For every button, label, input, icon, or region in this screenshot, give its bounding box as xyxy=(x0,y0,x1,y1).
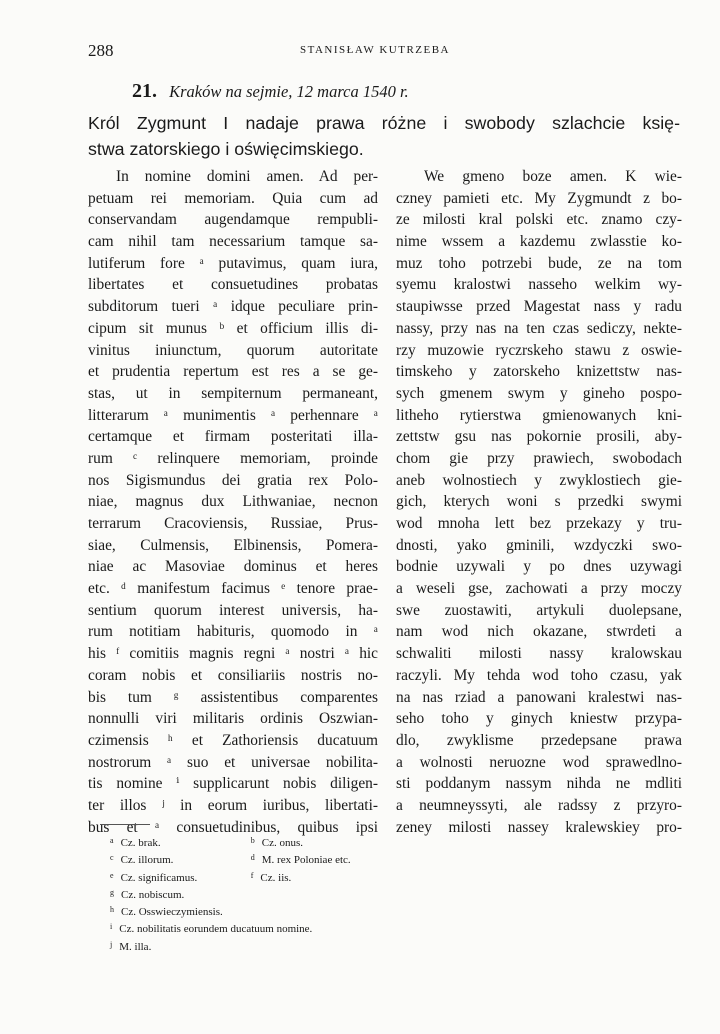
text-line: nime wssem a kazdemu zwlasstie ko- xyxy=(396,233,682,251)
text-line: czimensis ʰ et Zathoriensis ducatuum xyxy=(88,731,378,749)
footnote-mark: e xyxy=(110,870,114,880)
text-line: conservandam augendamque rempubli- xyxy=(88,211,378,229)
text-line: bis tum ᵍ assistentibus comparentes xyxy=(88,688,378,706)
text-line: bus et ᵃ consuetudinibus, quibus ipsi xyxy=(88,818,378,836)
document-summary xyxy=(88,110,680,162)
text-line: zeney milosti nassey kralewskiey pro- xyxy=(396,818,682,836)
text-line: tis nomine ⁱ supplicarunt nobis diligen- xyxy=(88,775,378,793)
footnote-text: Cz. illorum. xyxy=(120,854,174,867)
text-line: lutiferum fore ᵃ putavimus, quam iura, xyxy=(88,254,378,272)
footnote-mark: d xyxy=(250,853,255,863)
footnote-row xyxy=(110,901,389,918)
text-line: ze milosti kral polski etc. znamo czy- xyxy=(396,211,682,229)
text-line: dlo, zwyklisme przedepsane prawa xyxy=(396,731,682,749)
text-line: etc. ᵈ manifestum facimus ᵉ tenore prae- xyxy=(88,580,378,598)
footnote-text: Cz. brak. xyxy=(120,837,161,849)
text-line: na nas rziad a panowani kralestwi nas- xyxy=(396,688,682,706)
footnote-mark: g xyxy=(110,887,114,897)
text-line: stas, ut in sempiternum permaneant, xyxy=(88,384,378,402)
text-line: raczyli. My tehda wod toho czasu, yak xyxy=(396,666,682,684)
footnote-text: Cz. nobiscum. xyxy=(121,888,185,901)
footnote-text: Cz. onus. xyxy=(261,837,303,849)
polish-text-column xyxy=(396,166,682,838)
text-line: swe zuostawiti, artykuli duolepsane, xyxy=(396,601,682,619)
document-heading xyxy=(132,80,409,103)
footnote-row xyxy=(110,918,389,935)
footnote-mark: f xyxy=(250,870,254,880)
text-line: czney pamieti etc. My Zygmundt z bo- xyxy=(396,189,682,207)
footnote-mark: a xyxy=(110,836,114,845)
text-line: cam nihil tam necessarium tamque sa- xyxy=(88,233,378,251)
text-line: subditorum tueri ᵃ idque peculiare prin- xyxy=(88,298,378,316)
footnote xyxy=(251,867,389,887)
text-line: chom gie przy prawiech, swobodach xyxy=(396,449,682,467)
footnote-text: M. illa. xyxy=(119,940,152,953)
text-line: staupiwsse przed Magestat nass y radu xyxy=(396,298,682,316)
footnote-row xyxy=(110,867,389,884)
text-line: gich, kterych woni s przedki swymi xyxy=(396,493,682,511)
text-line: ter illos ʲ in eorum iuribus, libertati- xyxy=(88,796,378,814)
text-line: litheho rytierstwa gmienowanych kni- xyxy=(396,406,682,424)
text-line: bodnie uzywali y po dnes uzywagi xyxy=(396,558,682,576)
footnote-mark: c xyxy=(110,853,114,863)
running-head: STANISŁAW KUTRZEBA xyxy=(300,44,451,56)
footnote-text: Cz. iis. xyxy=(260,871,292,884)
text-line: et prudentia repertum est res a se ge- xyxy=(88,363,378,381)
footnote-rule xyxy=(100,824,150,825)
text-line: siae, Culmensis, Elbinensis, Pomera- xyxy=(88,536,378,554)
text-line: a weseli gse, zachowati a przy moczy xyxy=(396,580,682,598)
summary-line: stwa zatorskiego i oświęcimskiego. xyxy=(88,139,364,159)
text-line: We gmeno boze amen. K wie- xyxy=(424,168,682,185)
text-line: rum notitiam habituris, quomodo in ᵃ xyxy=(88,623,378,641)
text-line: his ᶠ comitiis magnis regni ᵃ nostri ᵃ hic xyxy=(88,645,378,663)
text-line: syemu kralostwi nasseho welkim wy- xyxy=(396,276,682,294)
text-line: sentium quorum interest universis, ha- xyxy=(88,601,378,619)
text-line: nostrorum ᵃ suo et universae nobilita- xyxy=(88,753,378,771)
text-line: aneb wolnostiech y zwyklostiech gie- xyxy=(396,471,682,489)
text-line: rzy muzowie ryczrskeho stawu z oswie- xyxy=(396,341,682,359)
page-number: 288 xyxy=(88,41,114,60)
text-line: certamque et firmam posteritati illa- xyxy=(88,428,378,446)
footnote-text: Cz. Osswieczymiensis. xyxy=(121,906,223,919)
text-line: nam wod nich okazane, stwrdeti a xyxy=(396,623,682,641)
text-line: libertates et consuetudines probatas xyxy=(88,276,378,294)
text-line: litterarum ᵃ munimentis ᵃ perhennare ᵃ xyxy=(88,406,378,424)
text-line: a neumneyssyti, ale radssy z przyro- xyxy=(396,796,682,814)
text-line: nonnulli viri militaris ordinis Oszwian- xyxy=(88,710,378,728)
text-line: coram nobis et consiliariis nostris no- xyxy=(88,666,378,684)
footnotes xyxy=(110,832,389,953)
text-line: zettstw gsu nas pokornie prosili, aby- xyxy=(396,428,682,446)
footnote-row xyxy=(110,849,389,866)
footnote-text: Cz. nobilitatis eorundem ducatuum nomine. xyxy=(119,923,313,936)
text-line: schwaliti milosti nassy kralowskau xyxy=(396,645,682,663)
footnote-mark: h xyxy=(110,905,114,915)
text-line: petuam rei memoriam. Quia cum ad xyxy=(88,189,378,207)
text-line: sti poddanym nassym nihda ne mdliti xyxy=(396,775,682,793)
document-number: 21. xyxy=(132,80,157,102)
text-line: In nomine domini amen. Ad per- xyxy=(116,168,378,185)
text-line: a wolnosti neruozne wod sprawedlno- xyxy=(396,753,682,771)
text-line: dnosti, yako gminili, wzdyczki swo- xyxy=(396,536,682,554)
text-line: terrarum Cracoviensis, Russiae, Prus- xyxy=(88,515,378,532)
text-line: niae ac Masoviae dominus et heres xyxy=(88,558,378,576)
text-line: rum ᶜ relinquere memoriam, proinde xyxy=(88,449,378,467)
summary-line: Król Zygmunt I nadaje prawa różne i swobody szlachcie księ- xyxy=(88,113,680,133)
text-line: niae, magnus dux Lithwaniae, necnon xyxy=(88,493,378,511)
footnote-text: M. rex Poloniae etc. xyxy=(261,854,351,867)
document-date-place: Kraków na sejmie, 12 marca 1540 r. xyxy=(169,82,409,101)
latin-text-column xyxy=(88,166,378,838)
footnote xyxy=(110,936,248,956)
footnote-mark: b xyxy=(250,836,255,845)
text-line: muz toho potrzebi bude, ze na tom xyxy=(396,254,682,272)
text-line: sych gmenem swym y gineho pospo- xyxy=(396,384,682,402)
text-line: nassy, przy nas na ten czas sediczy, nekte- xyxy=(396,319,682,337)
text-line: vinitus iniunctum, quorum autoritate xyxy=(88,341,378,359)
text-line: wod mnoha lett bez przekazy y tru- xyxy=(396,515,682,532)
text-line: seho toho y ginych kniestw przypa- xyxy=(396,710,682,728)
footnote-row xyxy=(110,832,389,849)
footnote-mark: j xyxy=(110,939,113,949)
footnote-text: Cz. significamus. xyxy=(120,871,198,884)
text-line: timskeho y zatorskeho knizettstw nas- xyxy=(396,363,682,381)
footnote-mark: i xyxy=(110,922,113,932)
text-line: nos Sigismundus dei gratia rex Polo- xyxy=(88,471,378,489)
text-line: cipum sit munus ᵇ et officium illis di- xyxy=(88,319,378,337)
